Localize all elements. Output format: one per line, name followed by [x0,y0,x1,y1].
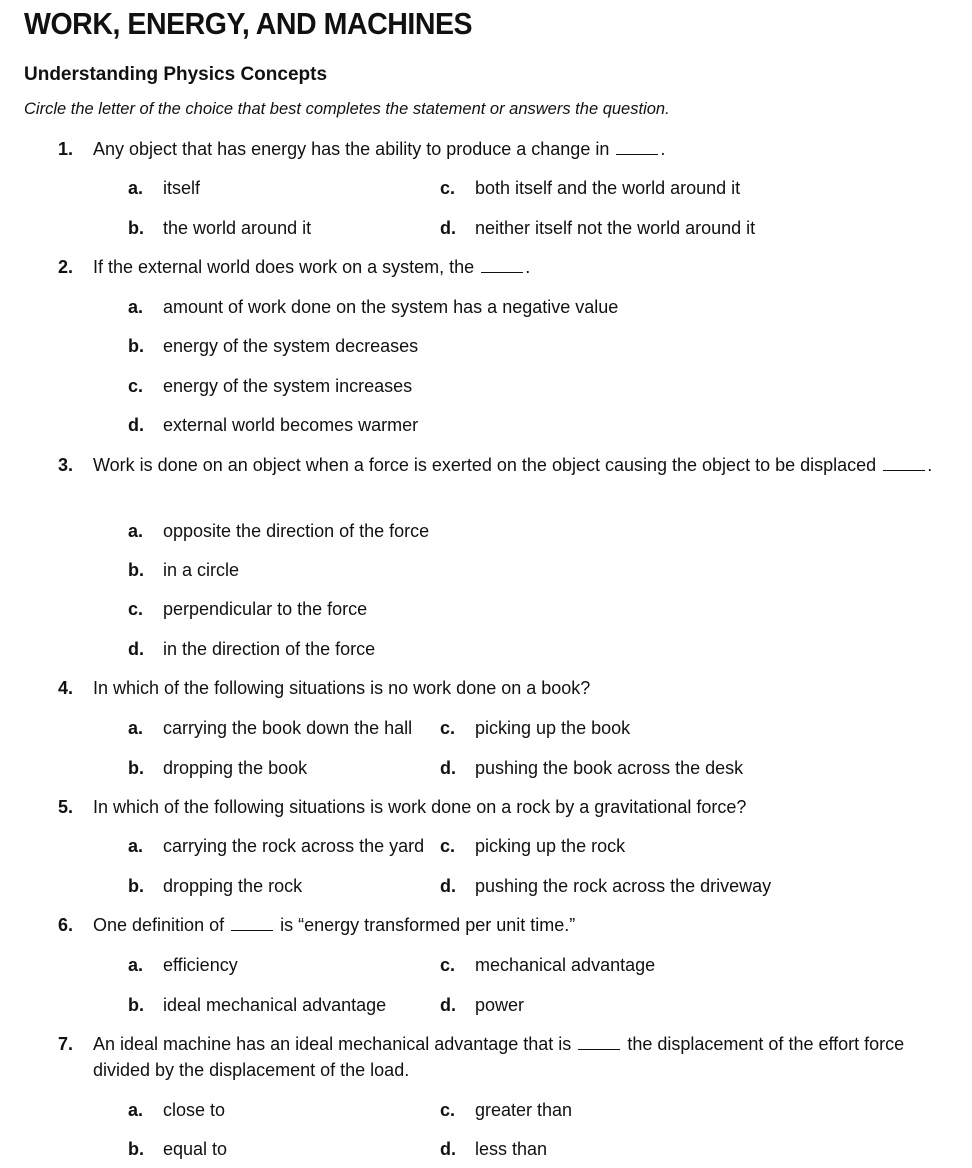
option-6d[interactable]: d. power [440,995,525,1015]
question-text: One definition of is “energy transformed per unit time.” [93,915,576,935]
option-7c[interactable]: c. greater than [440,1100,573,1120]
question-text: Any object that has energy has the ability to produce a change in . [93,139,666,159]
question-number: 5. [58,797,74,817]
option-3d[interactable]: d. in the direction of the force [128,639,376,659]
answer-blank [578,1033,620,1050]
option-1c[interactable]: c. both itself and the world around it [440,178,741,198]
option-1b[interactable]: b. the world around it [128,218,312,238]
option-5b[interactable]: b. dropping the rock [128,876,303,896]
question-number: 4. [58,678,74,698]
section-subtitle: Understanding Physics Concepts [24,64,328,85]
answer-blank [616,138,658,155]
option-5a[interactable]: a. carrying the rock across the yard [128,836,425,856]
option-6b[interactable]: b. ideal mechanical advantage [128,995,387,1015]
worksheet-title: WORK, ENERGY, AND MACHINES [24,6,473,41]
option-4a[interactable]: a. carrying the book down the hall [128,718,413,738]
question-number: 3. [58,455,74,475]
question-text: An ideal machine has an ideal mechanical advantage that is the displacement of the effort force divided by the displacement of the load. [93,1034,905,1080]
option-4b[interactable]: b. dropping the book [128,758,308,778]
question-number: 6. [58,915,74,935]
option-6c[interactable]: c. mechanical advantage [440,955,656,975]
option-3a[interactable]: a. opposite the direction of the force [128,521,430,541]
question-text: Work is done on an object when a force is exerted on the object causing the object to be displaced . [93,455,933,475]
option-7d[interactable]: d. less than [440,1139,548,1159]
option-1d[interactable]: d. neither itself not the world around it [440,218,756,238]
option-2c[interactable]: c. energy of the system increases [128,376,413,396]
option-2b[interactable]: b. energy of the system decreases [128,336,419,356]
question-number: 7. [58,1034,74,1054]
option-5d[interactable]: d. pushing the rock across the driveway [440,876,772,896]
option-4c[interactable]: c. picking up the book [440,718,631,738]
option-2d[interactable]: d. external world becomes warmer [128,415,419,435]
option-3c[interactable]: c. perpendicular to the force [128,599,368,619]
question-text: If the external world does work on a system, the . [93,257,531,277]
question-text: In which of the following situations is work done on a rock by a gravitational force? [93,797,747,817]
answer-blank [481,256,523,273]
option-4d[interactable]: d. pushing the book across the desk [440,758,744,778]
answer-blank [883,454,925,471]
answer-blank [231,914,273,931]
question-number: 2. [58,257,74,277]
option-3b[interactable]: b. in a circle [128,560,240,580]
instructions: Circle the letter of the choice that best completes the statement or answers the question. [24,100,670,118]
option-7a[interactable]: a. close to [128,1100,226,1120]
option-5c[interactable]: c. picking up the rock [440,836,626,856]
option-1a[interactable]: a. itself [128,178,201,198]
question-number: 1. [58,139,74,159]
option-2a[interactable]: a. amount of work done on the system has a negative value [128,297,619,317]
option-7b[interactable]: b. equal to [128,1139,228,1159]
option-6a[interactable]: a. efficiency [128,955,238,975]
question-text: In which of the following situations is no work done on a book? [93,678,591,698]
